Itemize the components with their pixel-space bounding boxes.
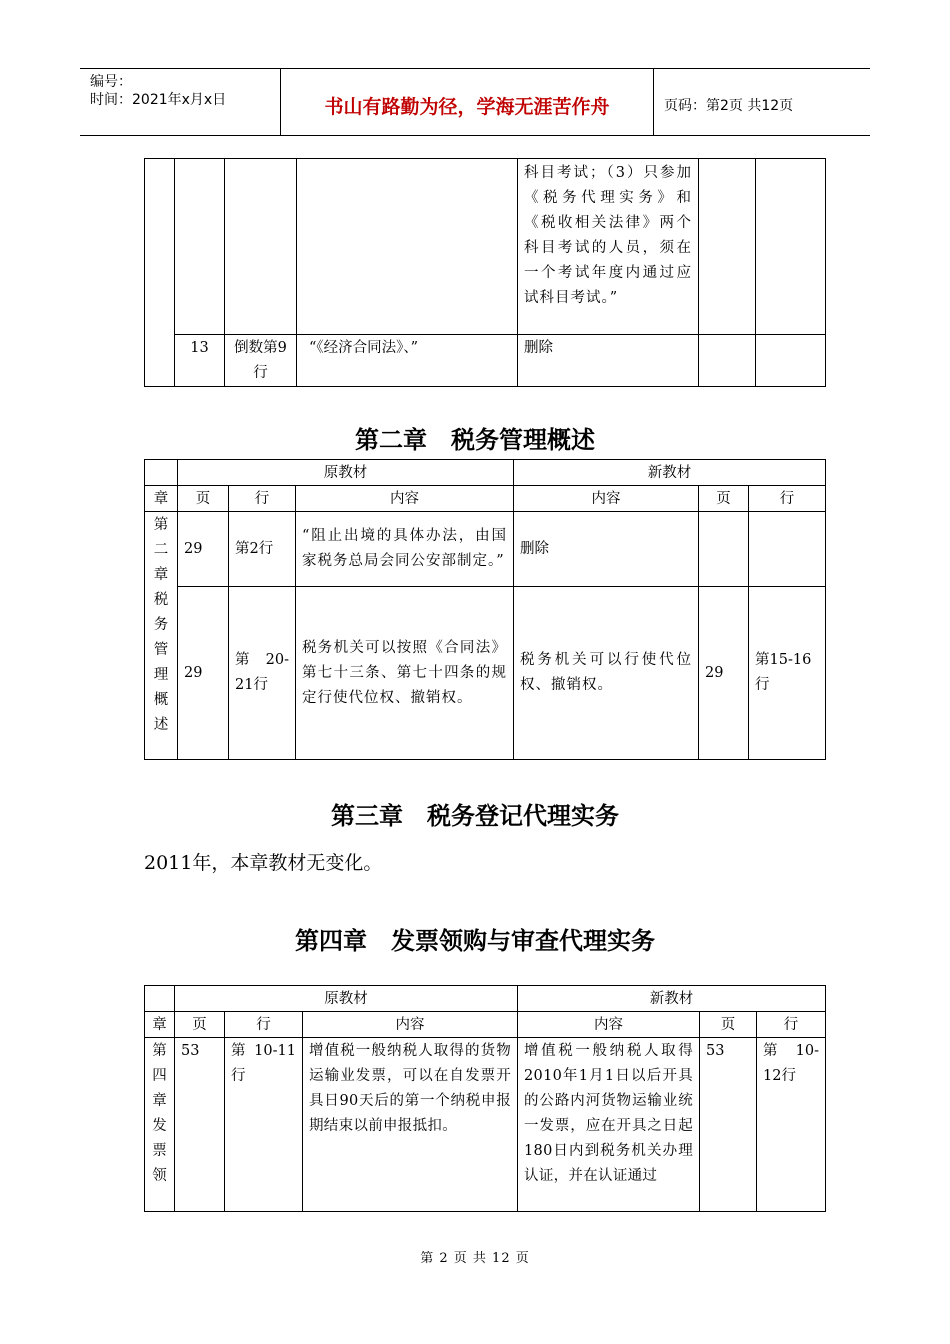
cell-empty xyxy=(145,986,175,1012)
header-meta xyxy=(80,69,281,135)
header-motto: 书山有路勤为径，学海无涯苦作舟 xyxy=(281,69,654,135)
chapter2-table xyxy=(144,459,826,760)
cell-empty xyxy=(699,335,756,387)
col-header-page: 页 xyxy=(175,1012,225,1038)
chapter2-heading: 第二章 税务管理概述 xyxy=(355,426,595,454)
orig-content-cell: “阻止出境的具体办法，由国家税务总局会同公安部制定。” xyxy=(296,512,514,587)
col-header-chapter: 章 xyxy=(145,1012,175,1038)
page-cell: 29 xyxy=(178,587,229,760)
cell-empty xyxy=(145,159,175,387)
page-header xyxy=(80,68,870,136)
orig-content-cell: 税务机关可以按照《合同法》第七十三条、第七十四条的规定行使代位权、撤销权。 xyxy=(296,587,514,760)
line-cell: 第 20-21行 xyxy=(229,587,296,760)
col-header-orig-content: 内容 xyxy=(303,1012,518,1038)
cell-empty xyxy=(699,159,756,335)
group-header-orig: 原教材 xyxy=(175,986,518,1012)
col-header-new-page: 页 xyxy=(699,486,749,512)
cell-empty xyxy=(175,159,225,335)
header-page-info: 页码：第2页 共12页 xyxy=(664,98,794,114)
col-header-new-content: 内容 xyxy=(514,486,699,512)
new-page-cell: 53 xyxy=(700,1038,757,1212)
chapter-name-text: 第四章发票领 xyxy=(152,1043,167,1184)
number-label: 编号： xyxy=(90,74,132,90)
chapter3-text: 2011年，本章教材无变化。 xyxy=(144,852,383,874)
orig-content-cell: 增值税一般纳税人取得的货物运输业发票，可以在自发票开具日90天后的第一个纳税申报期结束以前申报抵扣。 xyxy=(303,1038,518,1212)
chapter1-table-continuation xyxy=(144,158,826,387)
page-footer: 第 2 页 共 12 页 xyxy=(420,1251,530,1266)
page-cell: 13 xyxy=(175,335,225,387)
col-header-new-line: 行 xyxy=(757,1012,826,1038)
new-line-cell: 第15-16行 xyxy=(749,587,826,760)
chapter-name-cell xyxy=(145,1038,175,1212)
new-content-cell: 删除 xyxy=(514,512,699,587)
chapter4-heading: 第四章 发票领购与审查代理实务 xyxy=(295,927,655,955)
col-header-chapter: 章 xyxy=(145,486,178,512)
col-header-new-page: 页 xyxy=(700,1012,757,1038)
group-header-orig: 原教材 xyxy=(178,460,514,486)
cell-empty xyxy=(145,460,178,486)
new-page-cell xyxy=(699,512,749,587)
time-label: 时间：2021年x月x日 xyxy=(90,92,227,108)
cell-empty xyxy=(756,335,826,387)
new-content-cell: 税务机关可以行使代位权、撤销权。 xyxy=(514,587,699,760)
col-header-line: 行 xyxy=(229,486,296,512)
chapter3-heading: 第三章 税务登记代理实务 xyxy=(331,802,619,830)
page-cell: 29 xyxy=(178,512,229,587)
cell-empty xyxy=(297,159,518,335)
cell-empty xyxy=(756,159,826,335)
new-content-cell: 删除 xyxy=(518,335,699,387)
new-line-cell: 第 10-12行 xyxy=(757,1038,826,1212)
chapter4-table xyxy=(144,985,826,1212)
cell-empty xyxy=(225,159,297,335)
new-content-cell: 增值税一般纳税人取得2010年1月1日以后开具的公路内河货物运输业统一发票，应在开具之日起180日内到税务机关办理认证，并在认证通过 xyxy=(518,1038,700,1212)
line-cell: 倒数第9行 xyxy=(225,335,297,387)
new-content-cell: 科目考试；（3）只参加《税务代理实务》和《税收相关法律》两个科目考试的人员，须在一个考试年度内通过应试科目考试。” xyxy=(518,159,699,335)
chapter-name-cell xyxy=(145,512,178,760)
new-page-cell: 29 xyxy=(699,587,749,760)
line-cell: 第 10-11行 xyxy=(225,1038,303,1212)
group-header-new: 新教材 xyxy=(514,460,826,486)
page-cell: 53 xyxy=(175,1038,225,1212)
line-cell: 第2行 xyxy=(229,512,296,587)
col-header-page: 页 xyxy=(178,486,229,512)
col-header-new-content: 内容 xyxy=(518,1012,700,1038)
chapter-name-text: 第二章税务管理概述 xyxy=(153,517,169,733)
group-header-new: 新教材 xyxy=(518,986,826,1012)
orig-content-cell: “《经济合同法》、” xyxy=(297,335,518,387)
col-header-orig-content: 内容 xyxy=(296,486,514,512)
col-header-new-line: 行 xyxy=(749,486,826,512)
col-header-line: 行 xyxy=(225,1012,303,1038)
new-line-cell xyxy=(749,512,826,587)
